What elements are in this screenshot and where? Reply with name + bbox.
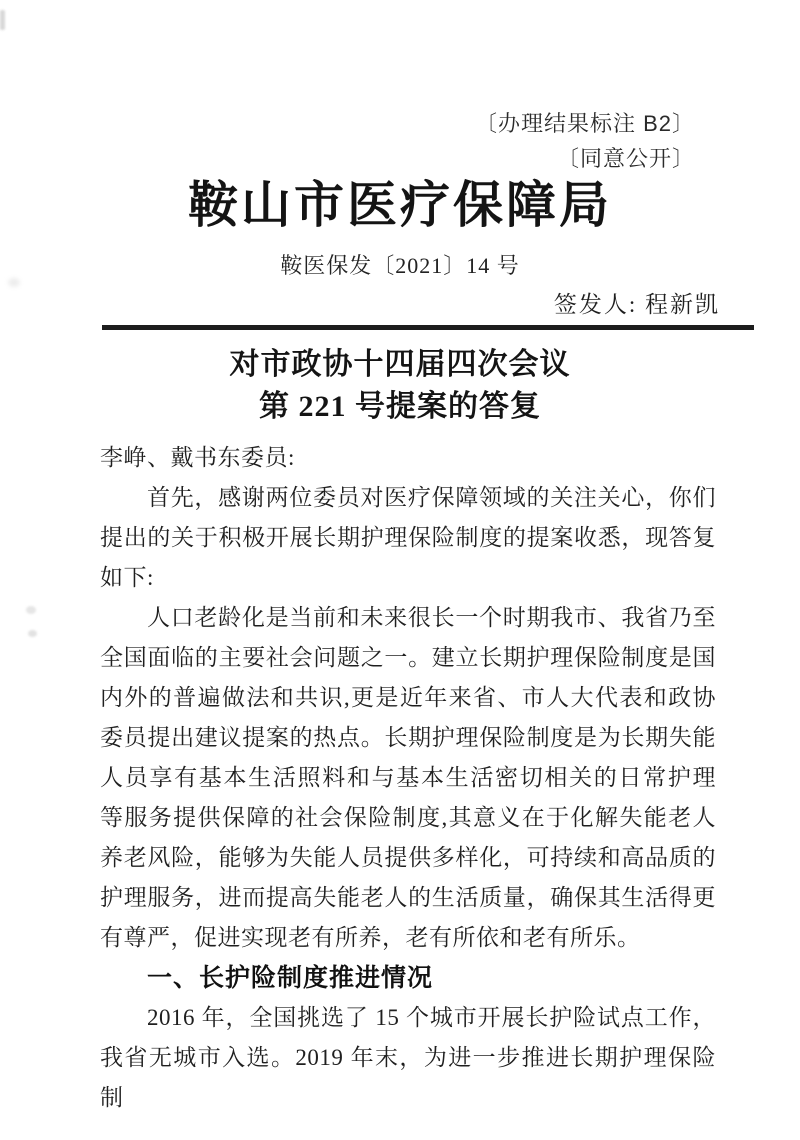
body-line: 护理服务，进而提高失能老人的生活质量，确保其生活得更 (100, 885, 716, 910)
scan-artifact (0, 10, 5, 30)
scan-artifact (26, 606, 36, 614)
body-line: 全国面临的主要社会问题之一。建立长期护理保险制度是国 (100, 645, 716, 670)
body-line: 有尊严，促进实现老有所养，老有所依和老有所乐。 (100, 925, 641, 950)
body-line: 我省无城市入选。2019 年末，为进一步推进长期护理保险制 (100, 1045, 716, 1110)
body-line-salutation: 李峥、戴书东委员: (100, 445, 295, 470)
scan-artifact (28, 630, 37, 637)
document-title (0, 344, 800, 428)
signer-line (554, 290, 720, 320)
signer-name: 程新凯 (645, 292, 720, 317)
body-line: 等服务提供保障的社会保险制度,其意义在于化解失能老人 (100, 805, 716, 830)
signer-label: 签发人: (553, 292, 638, 317)
document-number: 鞍医保发〔2021〕14 号 (280, 253, 520, 278)
body-line: 2016 年，全国挑选了 15 个城市开展长护险试点工作， (147, 1005, 716, 1030)
body-line: 委员提出建议提案的热点。长期护理保险制度是为长期失能 (100, 725, 716, 750)
document-title-line-2: 第 221 号提案的答复 (259, 390, 541, 423)
body-line: 养老风险，能够为失能人员提供多样化，可持续和高品质的 (100, 845, 716, 870)
result-mark-annotation: 〔办理结果标注 B2〕 (474, 111, 695, 136)
body-line: 人员享有基本生活照料和与基本生活密切相关的日常护理 (100, 765, 716, 790)
body-line: 如下: (100, 565, 154, 590)
header-divider-rule (102, 325, 754, 330)
header-annotations (475, 106, 695, 176)
section-heading: 一、长护险制度推进情况 (147, 964, 434, 992)
body-line: 提出的关于积极开展长期护理保险制度的提案收悉，现答复 (100, 525, 716, 550)
body-line: 内外的普遍做法和共识,更是近年来省、市人大代表和政协 (100, 685, 716, 710)
body-line: 人口老龄化是当前和未来很长一个时期我市、我省乃至 (147, 605, 716, 630)
public-disclosure-annotation: 〔同意公开〕 (556, 146, 695, 171)
document-title-line-1: 对市政协十四届四次会议 (229, 348, 571, 381)
document-body (100, 438, 716, 1118)
org-name-title: 鞍山市医疗保障局 (188, 177, 612, 233)
body-line: 首先，感谢两位委员对医疗保障领域的关注关心，你们 (147, 485, 716, 510)
